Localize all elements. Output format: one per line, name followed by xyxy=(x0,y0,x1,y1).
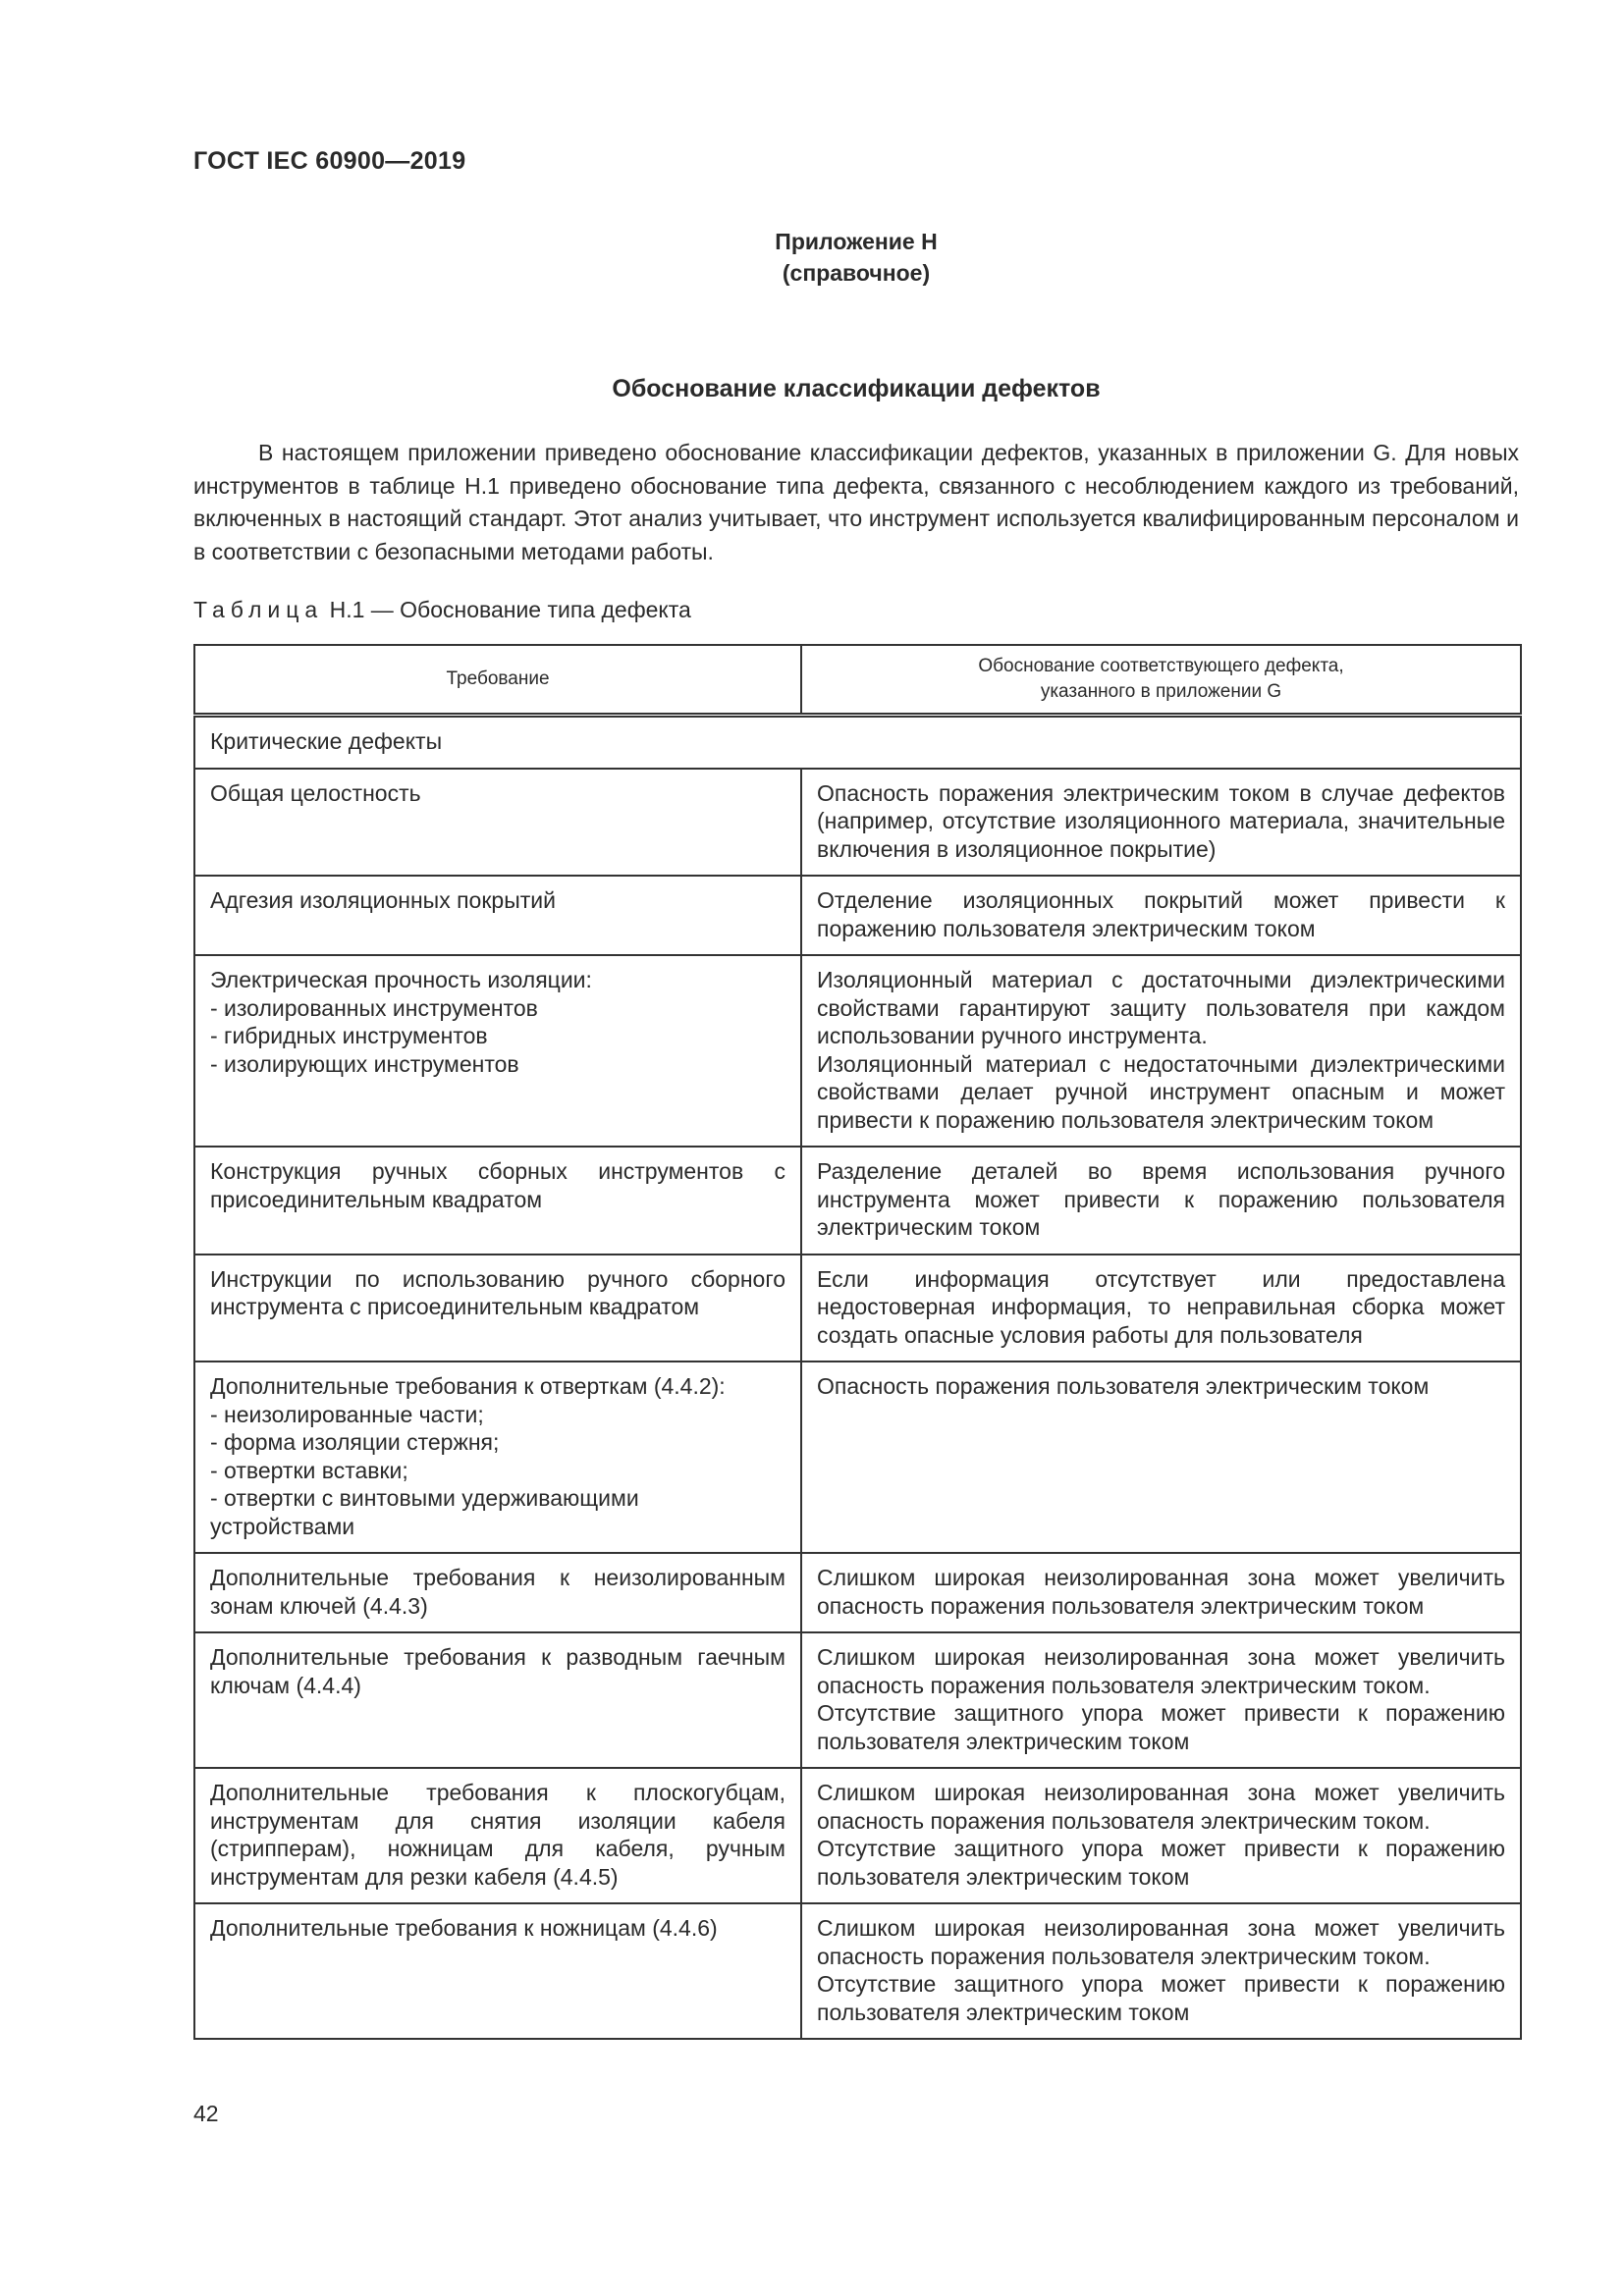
table-row xyxy=(194,876,1521,955)
requirement-line: Дополнительные требования к отверткам (4.4.2): xyxy=(210,1373,726,1399)
requirement-cell: Адгезия изоляционных покрытий xyxy=(194,876,801,955)
table-caption-word: Таблица xyxy=(193,597,324,622)
document-header: ГОСТ IEC 60900—2019 xyxy=(193,147,466,175)
justification-cell: Если информация отсутствует или предоставлена недостоверная информация, то неправильная сборка может создать опасные условия работы для пользователя xyxy=(801,1255,1521,1362)
table-row xyxy=(194,955,1521,1147)
column-header-justification xyxy=(801,645,1521,716)
group-row xyxy=(194,716,1521,769)
justification-cell: Опасность поражения пользователя электрическим током xyxy=(801,1362,1521,1553)
table-row xyxy=(194,769,1521,877)
justification-line: Слишком широкая неизолированная зона может увеличить опасность поражения пользователя электрическим током. xyxy=(817,1644,1505,1698)
justification-line: Слишком широкая неизолированная зона может увеличить опасность поражения пользователя электрическим током. xyxy=(817,1915,1505,1969)
column-header-justification-line1: Обоснование соответствующего дефекта, xyxy=(978,656,1344,676)
requirement-line: - гибридных инструментов xyxy=(210,1023,488,1048)
column-header-requirement: Требование xyxy=(194,645,801,716)
table-row xyxy=(194,1903,1521,2039)
table-row xyxy=(194,1553,1521,1632)
requirement-cell xyxy=(194,1362,801,1553)
annex-title xyxy=(193,226,1519,289)
intro-paragraph: В настоящем приложении приведено обоснование классификации дефектов, указанных в приложении G. Для новых инструментов в таблице Н.1 приведено обоснование типа дефекта, связанного с несоблюдением каждого из требований, включенных в настоящий стандарт. Этот анализ учитывает, что инструмент используется квалифицированным персоналом и в соответствии с безопасными методами работы. xyxy=(193,440,1519,564)
requirement-line: - отвертки вставки; xyxy=(210,1457,408,1483)
justification-cell xyxy=(801,1632,1521,1768)
justification-cell xyxy=(801,1768,1521,1903)
justification-cell xyxy=(801,955,1521,1147)
table-row xyxy=(194,1147,1521,1255)
table-header-row xyxy=(194,645,1521,716)
justification-line: Отсутствие защитного упора может привести к поражению пользователя электрическим током xyxy=(817,1971,1505,2025)
table-row xyxy=(194,1362,1521,1553)
justification-cell: Отделение изоляционных покрытий может привести к поражению пользователя электрическим током xyxy=(801,876,1521,955)
requirement-line: - форма изоляции стержня; xyxy=(210,1429,500,1455)
justification-cell xyxy=(801,1903,1521,2039)
section-title: Обоснование классификации дефектов xyxy=(612,375,1101,402)
requirement-cell: Дополнительные требования к ножницам (4.4.6) xyxy=(194,1903,801,2039)
justification-line: Изоляционный материал с недостаточными диэлектрическими свойствами делает ручной инструмент опасным и может привести к поражению пользователя электрическим током xyxy=(817,1050,1505,1133)
justification-table xyxy=(193,644,1522,2040)
requirement-line: - неизолированные части; xyxy=(210,1401,484,1427)
justification-line: Отсутствие защитного упора может привести к поражению пользователя электрическим током xyxy=(817,1700,1505,1754)
justification-line: Изоляционный материал с достаточными диэлектрическими свойствами гарантируют защиту пользователя при каждом использовании ручного инструмента. xyxy=(817,967,1505,1048)
table-caption xyxy=(193,597,691,623)
annex-status: (справочное) xyxy=(782,260,931,286)
annex-name: Приложение H xyxy=(775,229,938,254)
justification-cell: Разделение деталей во время использования ручного инструмента может привести к поражению пользователя электрическим током xyxy=(801,1147,1521,1255)
table-caption-text: Н.1 — Обоснование типа дефекта xyxy=(329,597,691,622)
requirement-cell: Дополнительные требования к разводным гаечным ключам (4.4.4) xyxy=(194,1632,801,1768)
group-label: Критические дефекты xyxy=(194,716,1521,769)
requirement-line: - отвертки с винтовыми удерживающими устройствами xyxy=(210,1485,639,1539)
table-row xyxy=(194,1768,1521,1903)
page-number: 42 xyxy=(193,2101,219,2126)
table-row xyxy=(194,1632,1521,1768)
justification-cell: Опасность поражения электрическим током в случае дефектов (например, отсутствие изоляционного материала, значительные включения в изоляционное покрытие) xyxy=(801,769,1521,877)
justification-cell: Слишком широкая неизолированная зона может увеличить опасность поражения пользователя электрическим током xyxy=(801,1553,1521,1632)
requirement-line: - изолирующих инструментов xyxy=(210,1050,519,1077)
justification-line: Слишком широкая неизолированная зона может увеличить опасность поражения пользователя электрическим током. xyxy=(817,1780,1505,1834)
justification-line: Отсутствие защитного упора может привести к поражению пользователя электрическим током xyxy=(817,1836,1505,1890)
requirement-line: Электрическая прочность изоляции: xyxy=(210,967,592,992)
requirement-cell: Общая целостность xyxy=(194,769,801,877)
requirement-cell: Конструкция ручных сборных инструментов с присоединительным квадратом xyxy=(194,1147,801,1255)
requirement-cell: Дополнительные требования к неизолированным зонам ключей (4.4.3) xyxy=(194,1553,801,1632)
column-header-justification-line2: указанного в приложении G xyxy=(1040,681,1282,702)
requirement-cell xyxy=(194,955,801,1147)
requirement-cell: Инструкции по использованию ручного сборного инструмента с присоединительным квадратом xyxy=(194,1255,801,1362)
requirement-line: - изолированных инструментов xyxy=(210,994,538,1021)
table-row xyxy=(194,1255,1521,1362)
requirement-cell: Дополнительные требования к плоскогубцам, инструментам для снятия изоляции кабеля (стрипперам), ножницам для кабеля, ручным инструментам для резки кабеля (4.4.5) xyxy=(194,1768,801,1903)
